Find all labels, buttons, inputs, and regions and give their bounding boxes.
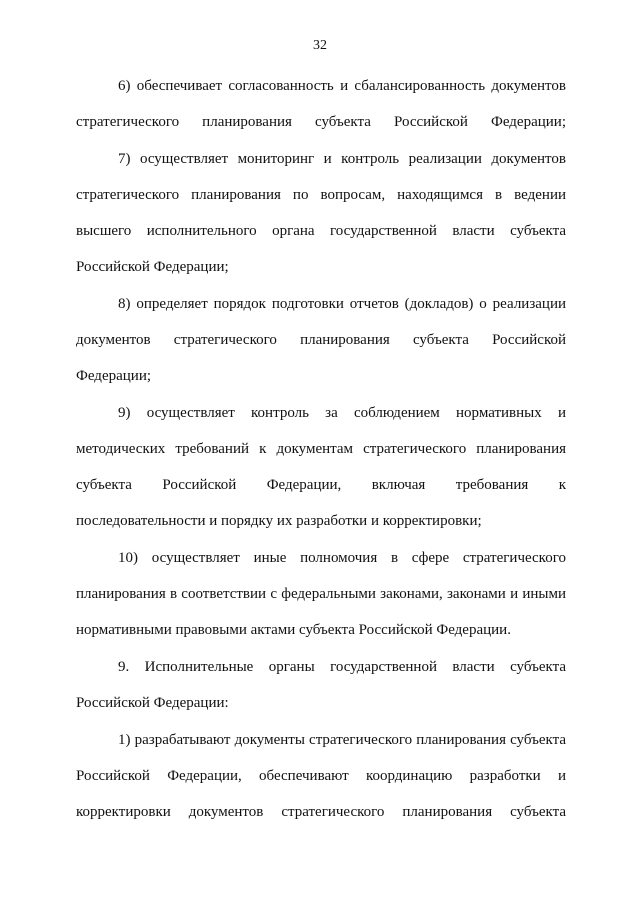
page-number: 32	[313, 38, 327, 53]
text-line: Российской Федерации;	[76, 259, 229, 275]
text-line: 9. Исполнительные органы государственной власти субъекта	[118, 659, 566, 675]
text-line: высшего исполнительного органа государственной власти субъекта	[76, 223, 566, 239]
text-line: документов стратегического планирования субъекта Российской	[76, 332, 566, 348]
text-line: 1) разрабатывают документы стратегического планирования субъекта	[118, 732, 566, 748]
text-line: 10) осуществляет иные полномочия в сфере стратегического	[118, 550, 566, 566]
text-line: 8) определяет порядок подготовки отчетов (докладов) о реализации	[118, 296, 566, 312]
text-line: Российской Федерации, обеспечивают координацию разработки и	[76, 768, 566, 784]
text-line: стратегического планирования по вопросам, находящимся в ведении	[76, 187, 566, 203]
text-line: последовательности и порядку их разработки и корректировки;	[76, 513, 482, 529]
text-line: стратегического планирования субъекта Российской Федерации;	[76, 114, 566, 130]
text-line: нормативными правовыми актами субъекта Российской Федерации.	[76, 622, 511, 638]
text-line: 6) обеспечивает согласованность и сбалансированность документов	[118, 78, 566, 94]
text-line: корректировки документов стратегического планирования субъекта	[76, 804, 566, 820]
text-line: Российской Федерации:	[76, 695, 229, 711]
text-line: методических требований к документам стратегического планирования	[76, 441, 566, 457]
text-line: планирования в соответствии с федеральными законами, законами и иными	[76, 586, 566, 602]
text-line: субъекта Российской Федерации, включая требования к	[76, 477, 566, 493]
text-line: Федерации;	[76, 368, 152, 384]
text-line: 7) осуществляет мониторинг и контроль реализации документов	[118, 151, 566, 167]
text-line: 9) осуществляет контроль за соблюдением нормативных и	[118, 405, 566, 421]
